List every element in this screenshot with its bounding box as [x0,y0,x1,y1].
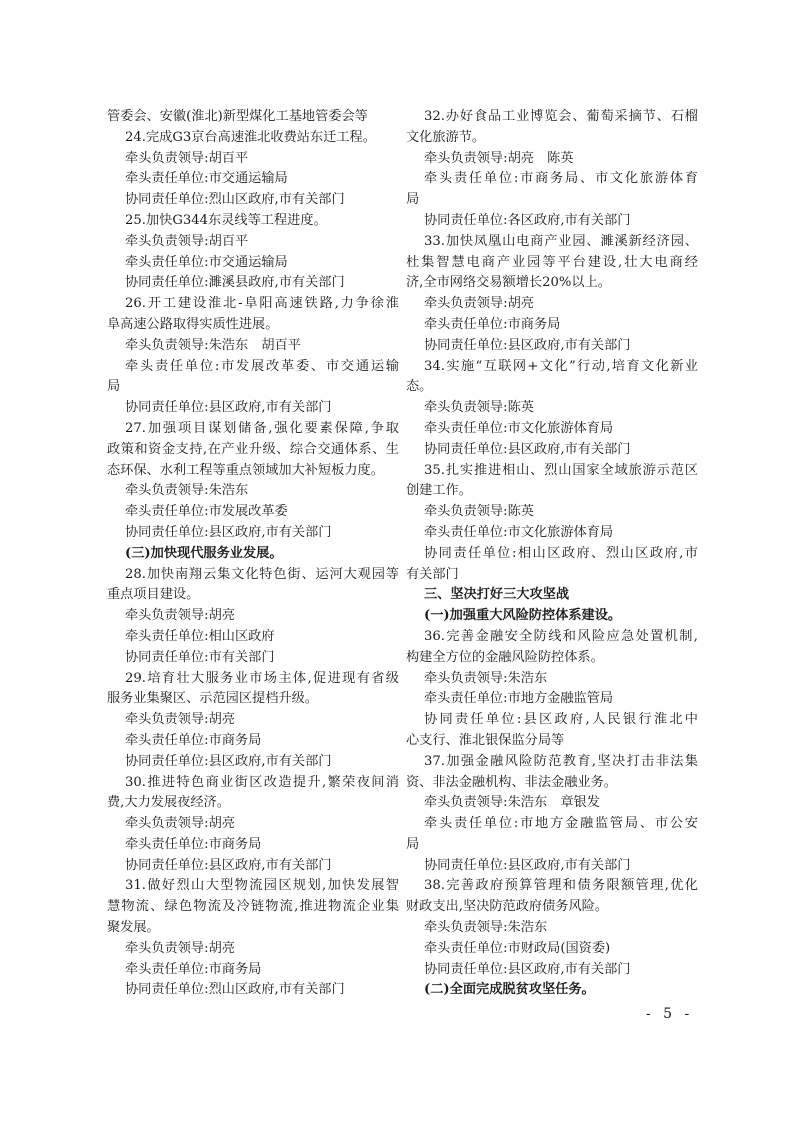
text-line: 26.开工建设淮北-阜阳高速铁路,力争徐淮 [125,296,399,312]
text-line: 济,全市网络交易额增长20%以上。 [406,275,611,291]
text-line: 阜高速公路取得实质性进展。 [107,316,279,332]
text-line: 36.完善金融安全防线和风险应急处置机制, [424,628,698,644]
text-line: 局 [406,836,420,852]
text-line: 管委会、安徽(淮北)新型煤化工基地管委会等 [107,109,368,124]
text-line: 31.做好烈山大型物流园区规划,加快发展智 [125,878,399,894]
text-line: 协同责任单位:县区政府,市有关部门 [125,753,332,769]
text-line: 35.扎实推进相山、烈山国家全域旅游示范区 [424,462,698,478]
text-line: 财政支出,坚决防范政府债务风险。 [406,899,609,915]
text-line: 牵头负责领导:朱浩东 [424,670,548,686]
text-line: 创建工作。 [406,483,472,499]
text-line: 态环保、水利工程等重点领域加大补短板力度。 [107,462,384,478]
section-heading: (一)加强重大风险防控体系建设。 [424,608,622,624]
text-line: 构建全方位的金融风险防控体系。 [406,649,604,665]
text-line: 牵头负责领导:朱浩东 [125,483,249,499]
text-line: 37.加强金融风险防范教育,坚决打击非法集 [424,753,698,769]
text-line: 协同责任单位:濉溪县政府,市有关部门 [125,275,345,291]
text-line: 协同责任单位:烈山区政府,市有关部门 [125,192,345,208]
text-line: 协同责任单位:烈山区政府,市有关部门 [125,982,345,998]
text-line: 牵头责任单位:市发展改革委、市交通运输 [125,358,399,374]
text-line: 服务业集聚区、示范园区提档升级。 [107,691,318,707]
text-line: 协同责任单位:相山区政府、烈山区政府,市 [424,545,698,561]
section-heading: (三)加快现代服务业发展。 [125,545,283,561]
text-line: 牵头负责领导:胡百平 [125,150,249,166]
text-line: 杜集智慧电商产业园等平台建设,壮大电商经 [406,254,698,270]
text-line: 牵头责任单位:市交通运输局 [125,254,288,270]
text-line: 协同责任单位:县区政府,市有关部门 [424,337,631,353]
text-line: 局 [107,379,121,395]
text-line: 态。 [406,379,433,395]
text-line: 心支行、淮北银保监分局等 [406,732,565,748]
text-line: 34.实施“互联网+文化”行动,培育文化新业 [424,358,698,374]
text-line: 慧物流、绿色物流及冷链物流,推进物流企业集 [107,899,399,915]
text-line: 协同责任单位:县区政府,市有关部门 [424,961,631,977]
text-line: 协同责任单位:县区政府,市有关部门 [125,524,332,540]
text-line: 牵头负责领导:胡亮 [125,940,235,956]
section-heading: (二)全面完成脱贫攻坚任务。 [424,982,595,998]
text-line: 牵头负责领导:朱浩东 胡百平 [125,337,301,353]
text-line: 29.培育壮大服务业市场主体,促进现有省级 [125,670,399,686]
text-line: 牵头负责领导:胡亮 [125,816,235,832]
text-line: 协同责任单位:县区政府,市有关部门 [125,400,332,416]
text-line: 牵头责任单位:相山区政府 [125,628,275,644]
text-line: 牵头负责领导:胡亮 [424,296,534,312]
text-line: 27.加强项目谋划储备,强化要素保障,争取 [125,420,399,436]
text-line: 政策和资金支持,在产业升级、综合交通体系、生 [107,441,399,457]
text-line: 牵头负责领导:胡亮 [125,712,235,728]
text-line: 30.推进特色商业街区改造提升,繁荣夜间消 [125,774,399,790]
text-line: 有关部门 [406,566,459,582]
text-line: 牵头责任单位:市地方金融监管局 [424,691,614,707]
section-heading: 三、坚决打好三大攻坚战 [424,587,570,603]
text-line: 协同责任单位:县区政府,市有关部门 [424,857,631,873]
text-line: 牵头责任单位:市文化旅游体育局 [424,524,614,540]
text-line: 牵头责任单位:市商务局、市文化旅游体育 [424,171,698,187]
page-number: - 5 - [646,1006,694,1022]
text-line: 牵头责任单位:市商务局 [424,316,561,332]
right-column [406,107,698,1001]
text-line: 聚发展。 [107,920,160,936]
left-column [107,107,399,1001]
text-line: 33.加快凤凰山电商产业园、濉溪新经济园、 [424,233,698,249]
text-line: 牵头负责领导:胡亮 陈英 [424,150,574,166]
text-line: 协同责任单位:各区政府,市有关部门 [424,212,631,228]
text-line: 费,大力发展夜经济。 [107,795,230,811]
text-line: 25.加快G344东灵线等工程进度。 [125,212,327,228]
text-line: 牵头责任单位:市商务局 [125,836,262,852]
text-line: 重点项目建设。 [107,587,200,603]
text-line: 协同责任单位:县区政府,人民银行淮北中 [424,712,698,728]
text-line: 牵头责任单位:市商务局 [125,732,262,748]
text-line: 38.完善政府预算管理和债务限额管理,优化 [424,878,698,894]
text-line: 协同责任单位:县区政府,市有关部门 [125,857,332,873]
text-line: 28.加快南翔云集文化特色街、运河大观园等 [125,566,399,582]
text-line: 32.办好食品工业博览会、葡萄采摘节、石榴 [424,109,698,124]
text-line: 牵头负责领导:胡亮 [125,608,235,624]
text-line: 资、非法金融机构、非法金融业务。 [406,774,617,790]
text-line: 牵头责任单位:市交通运输局 [125,171,288,187]
text-line: 牵头责任单位:市财政局(国资委) [424,940,611,956]
text-line: 牵头负责领导:胡百平 [125,233,249,249]
text-line: 牵头负责领导:陈英 [424,504,534,520]
text-line: 牵头责任单位:市发展改革委 [125,504,288,520]
text-line: 24.完成G3京台高速淮北收费站东迁工程。 [125,129,376,145]
text-line: 牵头责任单位:市商务局 [125,961,262,977]
text-line: 文化旅游节。 [406,129,486,145]
text-line: 牵头负责领导:朱浩东 [424,920,548,936]
text-line: 牵头负责领导:陈英 [424,400,534,416]
text-line: 牵头负责领导:朱浩东 章银发 [424,795,600,811]
text-line: 协同责任单位:县区政府,市有关部门 [424,441,631,457]
text-line: 牵头责任单位:市文化旅游体育局 [424,420,614,436]
text-line: 协同责任单位:市有关部门 [125,649,275,665]
text-line: 局 [406,192,420,208]
text-line: 牵头责任单位:市地方金融监管局、市公安 [424,816,698,832]
